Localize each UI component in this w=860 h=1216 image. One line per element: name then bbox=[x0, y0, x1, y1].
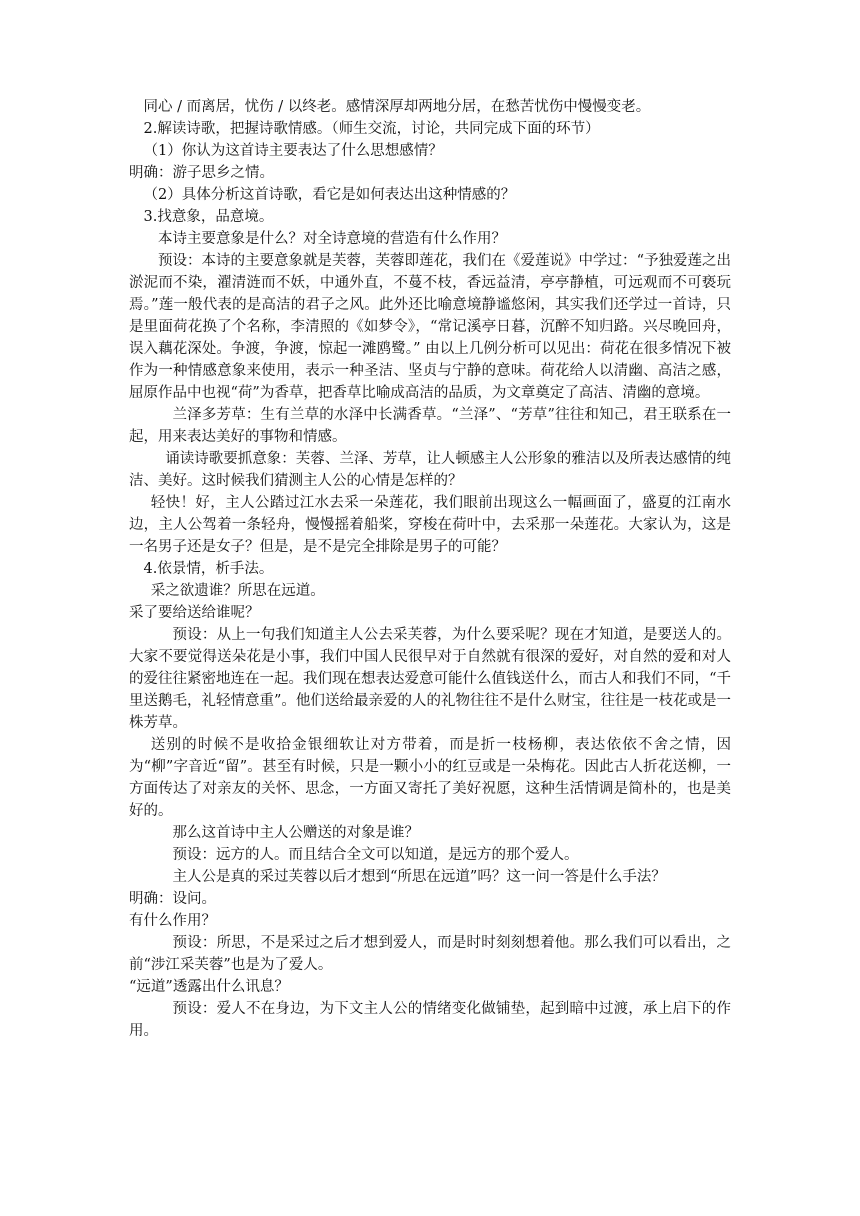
document-body bbox=[129, 96, 731, 1042]
preset-lotus: 预设：本诗的主要意象就是芙蓉，芙蓉即莲花，我们在《爱莲说》中学过：“予独爱莲之出淤泥而不染，濯清涟而不妖，中通外直，不蔓不枝，香远益清，亭亭静植，可远观而不可亵玩焉。”莲一般代表的是高洁的君子之风。此外还比喻意境静谧悠闲，其实我们还学过一首诗，只是里面荷花换了个名称，李清照的《如梦令》，“常记溪亭日暮，沉醉不知归路。兴尽晚回舟，误入藕花深处。争渡，争渡，惊起一滩鸥鹭。” 由以上几例分析可以见出：荷花在很多情况下被作为一种情感意象来使用，表示一种圣洁、坚贞与宁静的意味。荷花给人以清幽、高洁之感，屈原作品中也视“荷”为香草，把香草比喻成高洁的品质，为文章奠定了高洁、清幽的意境。 bbox=[129, 253, 731, 401]
preset-recipient: 预设：远方的人。而且结合全文可以知道，是远方的那个爱人。 bbox=[172, 847, 579, 863]
technique-question: 主人公是真的采过芙蓉以后才想到“所思在远道”吗？这一问一答是什么手法？ bbox=[172, 869, 666, 885]
section-heading-4: 4.依景情，析手法。 bbox=[143, 561, 274, 577]
reading-imagery: 诵读诗歌要抓意象：芙蓉、兰泽、芳草，让人顿感主人公形象的雅洁以及所表达感情的纯洁、美好。这时候我们猜测主人公的心情是怎样的？ bbox=[129, 451, 731, 489]
poem-line: 采之欲遗谁？所思在远道。 bbox=[150, 583, 325, 599]
question-2: （2）具体分析这首诗歌，看它是如何表达出这种情感的？ bbox=[143, 187, 516, 203]
question-1: （1）你认为这首诗主要表达了什么思想感情？ bbox=[143, 143, 443, 159]
paragraph-translation: 同心 / 而离居，忧伤 / 以终老。感情深厚却两地分居，在愁苦忧伤中慢慢变老。 bbox=[143, 99, 651, 115]
gift-question: 采了要给送给谁呢？ bbox=[129, 605, 260, 621]
answer-1: 明确：游子思乡之情。 bbox=[129, 165, 274, 181]
imagery-question: 本诗主要意象是什么？对全诗意境的营造有什么作用？ bbox=[158, 231, 506, 247]
preset-orchid: 兰泽多芳草：生有兰草的水泽中长满香草。“兰泽”、“芳草”往往和知己，君王联系在一起，用来表达美好的事物和情感。 bbox=[129, 407, 731, 445]
effect-question: 有什么作用？ bbox=[129, 913, 216, 929]
farewell-paragraph: 送别的时候不是收拾金银细软让对方带着，而是折一枝杨柳，表达依依不舍之情，因为“柳”字音近“留”。甚至有时候，只是一颗小小的红豆或是一朵梅花。因此古人折花送柳，一方面传达了对亲友的关怀、思念，一方面又寄托了美好祝愿，这种生活情调是简朴的，也是美好的。 bbox=[129, 737, 731, 819]
section-heading-3: 3.找意象，品意境。 bbox=[143, 209, 274, 225]
distance-question: “远道”透露出什么讯息？ bbox=[129, 979, 289, 995]
preset-gift: 预设：从上一句我们知道主人公去采芙蓉，为什么要采呢？现在才知道，是要送人的。大家不要觉得送朵花是小事，我们中国人民很早对于自然就有很深的爱好，对自然的爱和对人的爱往往紧密地连在一起。我们现在想表达爱意可能什么值钱送什么，而古人和我们不同，“千里送鹅毛，礼轻情意重”。他们送给最亲爱的人的礼物往往不是什么财宝，往往是一枝花或是一株芳草。 bbox=[129, 627, 731, 731]
preset-distance: 预设：爱人不在身边，为下文主人公的情绪变化做铺垫，起到暗中过渡，承上启下的作用。 bbox=[129, 1001, 731, 1039]
preset-effect: 预设：所思，不是采过之后才想到爱人，而是时时刻刻想着他。那么我们可以看出，之前“涉江采芙蓉”也是为了爱人。 bbox=[129, 935, 731, 973]
section-heading-2: 2.解读诗歌，把握诗歌情感。（师生交流，讨论，共同完成下面的环节） bbox=[143, 121, 600, 137]
mood-paragraph: 轻快！好，主人公踏过江水去采一朵莲花，我们眼前出现这么一幅画面了，盛夏的江南水边，主人公驾着一条轻舟，慢慢摇着船桨，穿梭在荷叶中，去采那一朵莲花。大家认为，这是一名男子还是女子？但是，是不是完全排除是男子的可能？ bbox=[129, 495, 731, 555]
recipient-question: 那么这首诗中主人公赠送的对象是谁？ bbox=[172, 825, 419, 841]
answer-rhetorical: 明确：设问。 bbox=[129, 891, 216, 907]
